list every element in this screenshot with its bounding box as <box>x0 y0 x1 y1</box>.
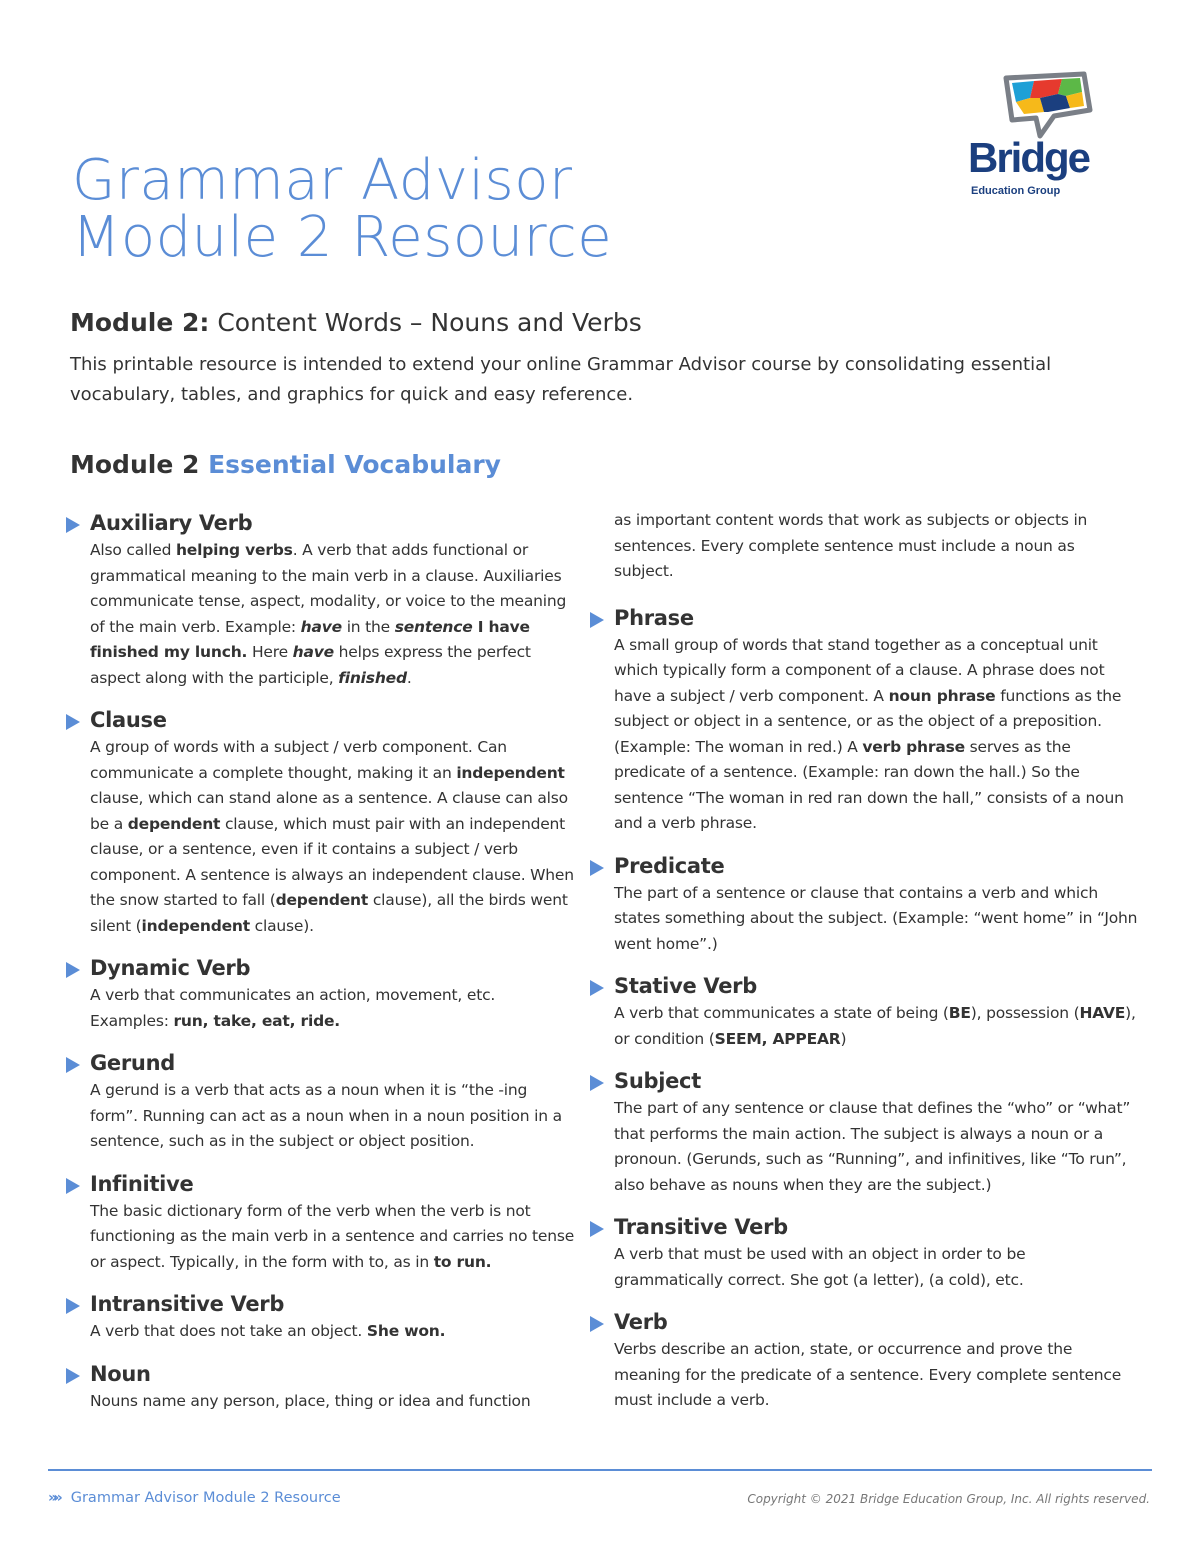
vocab-term: Auxiliary Verb <box>90 511 253 535</box>
definition-text: A small group of words that stand together as a conceptual unit which typically form a component of a clause. A phrase does not have a subject / verb component. A <box>614 635 1105 705</box>
logo-subtitle: Education Group <box>971 185 1061 197</box>
vocab-term: Intransitive Verb <box>90 1292 285 1316</box>
definition-emphasis: dependent <box>127 814 221 833</box>
definition-text: clause, which can stand alone as a sentence. A clause can also be a <box>90 789 568 833</box>
vocab-definition <box>614 633 1138 837</box>
definition-text: . <box>406 668 412 687</box>
vocab-term: Infinitive <box>90 1171 194 1196</box>
triangle-bullet-icon <box>590 1221 604 1237</box>
definition-emphasis: SEEM, APPEAR <box>714 1029 841 1048</box>
vocabulary-column-right <box>588 508 1138 1428</box>
vocab-entry-subject <box>588 1066 1138 1198</box>
speech-bubble-icon <box>966 70 1096 142</box>
vocabulary-heading-accent: Essential Vocabulary <box>208 450 501 479</box>
definition-text: Verbs describe an action, state, or occurrence and prove the meaning for the predicate of a sentence. Every complete sentence must include a verb. <box>614 1340 1122 1409</box>
vocab-term: Verb <box>614 1310 668 1334</box>
definition-text: functions as the subject or object in a sentence, or as the object of a preposition. (Example: The woman in red.) A <box>614 686 1122 756</box>
triangle-bullet-icon <box>66 1057 80 1073</box>
definition-text: The part of a sentence or clause that contains a verb and which states something about the subject. (Example: “went home” in “John went home”.) <box>614 883 1138 953</box>
vocab-definition <box>90 735 576 939</box>
logo-wordmark: Bridge <box>968 134 1090 181</box>
definition-emphasis: BE <box>948 1004 971 1022</box>
vocab-definition <box>90 1199 576 1276</box>
vocab-entry-noun <box>64 1359 576 1415</box>
footer-copyright: Copyright © 2021 Bridge Education Group, Inc. All rights reserved. <box>747 1492 1150 1506</box>
definition-text: A group of words with a subject / verb component. Can communicate a complete thought, making it an <box>90 738 507 782</box>
vocab-definition <box>614 1001 1138 1052</box>
vocab-entry-dynamic-verb <box>64 953 576 1034</box>
chevron-right-icon: »» <box>48 1490 59 1506</box>
vocab-definition <box>90 1319 576 1345</box>
definition-emphasis: She won. <box>366 1322 446 1340</box>
definition-text: The part of any sentence or clause that defines the “who” or “what” that performs the main action. The subject is always a noun or a pronoun. (Gerunds, such as “Running”, and infinitives, like “To run”, also behave as nouns when they are the subject.) <box>614 1099 1131 1194</box>
vocab-entry-intransitive-verb <box>64 1289 576 1345</box>
vocab-entry-transitive-verb <box>588 1212 1138 1293</box>
vocab-definition <box>90 983 576 1034</box>
vocabulary-heading-prefix: Module 2 <box>70 450 200 479</box>
definition-text: A gerund is a verb that acts as a noun when it is “the -ing form”. Running can act as a noun when in a noun position in a sentence, such as in the subject or object position. <box>90 1081 562 1150</box>
definition-emphasis: I have finished my lunch. <box>90 617 530 661</box>
bridge-logo <box>966 70 1136 200</box>
vocab-definition <box>90 538 576 691</box>
triangle-bullet-icon <box>66 962 80 978</box>
vocab-definition <box>90 1078 576 1155</box>
definition-text: ) <box>840 1029 847 1048</box>
vocab-term: Noun <box>90 1361 151 1386</box>
definition-text: A verb that does not take an object. <box>90 1322 367 1340</box>
definition-text: clause), all the birds went silent ( <box>90 891 568 935</box>
definition-text: A verb that communicates a state of being ( <box>614 1004 949 1022</box>
definition-emphasis: have <box>300 617 342 636</box>
definition-text: serves as the predicate of a sentence. (Example: ran down the hall.) So the sentence “The woman in red ran down the hall,” consists of a noun and a verb phrase. <box>614 737 1124 832</box>
definition-text: helps express the perfect aspect along with the participle, <box>90 643 531 687</box>
vocab-definition <box>614 881 1138 958</box>
module-heading <box>70 308 642 337</box>
vocab-term: Subject <box>614 1069 701 1093</box>
intro-paragraph: This printable resource is intended to extend your online Grammar Advisor course by consolidating essential vocabulary, tables, and graphics for quick and easy reference. <box>70 354 1052 405</box>
vocab-entry-phrase <box>588 603 1138 837</box>
triangle-bullet-icon <box>66 1178 80 1194</box>
definition-text: ), possession ( <box>970 1004 1080 1022</box>
definition-emphasis: run, take, eat, ride. <box>173 1011 340 1030</box>
definition-emphasis: verb phrase <box>862 737 965 756</box>
triangle-bullet-icon <box>590 860 604 876</box>
module-topic: Content Words – Nouns and Verbs <box>217 308 642 337</box>
definition-text: A verb that must be used with an object in order to be grammatically correct. She got (a letter), (a cold), etc. <box>614 1245 1026 1289</box>
triangle-bullet-icon <box>590 1075 604 1091</box>
vocab-definition <box>614 1337 1138 1414</box>
vocab-term: Gerund <box>90 1051 175 1075</box>
vocab-entry-stative-verb <box>588 971 1138 1052</box>
definition-emphasis: have <box>292 643 334 661</box>
vocab-definition <box>90 1389 576 1415</box>
definition-emphasis: helping verbs <box>175 541 293 559</box>
vocab-entry-predicate <box>588 851 1138 958</box>
vocab-term: Transitive Verb <box>614 1215 788 1239</box>
definition-text: ), or condition ( <box>614 1004 1136 1048</box>
triangle-bullet-icon <box>66 1298 80 1314</box>
vocab-definition <box>614 1242 1138 1293</box>
vocab-term: Phrase <box>614 605 694 630</box>
triangle-bullet-icon <box>590 980 604 996</box>
triangle-bullet-icon <box>590 612 604 628</box>
footer-divider <box>48 1469 1152 1471</box>
vocab-term: Predicate <box>614 853 725 878</box>
vocabulary-column-left <box>64 508 576 1428</box>
footer-title <box>48 1490 341 1506</box>
vocab-definition <box>614 1096 1138 1198</box>
definition-text: Also called <box>90 541 176 559</box>
definition-text: in the <box>341 617 395 636</box>
vocab-term: Stative Verb <box>614 974 757 998</box>
vocab-entry-infinitive <box>64 1169 576 1276</box>
vocab-term: Dynamic Verb <box>90 956 251 980</box>
title-line-1: Grammar Advisor <box>72 148 573 213</box>
vocab-entry-gerund <box>64 1048 576 1155</box>
vocabulary-heading <box>70 450 501 479</box>
triangle-bullet-icon <box>66 714 80 730</box>
footer-label: Grammar Advisor Module 2 Resource <box>70 1490 341 1506</box>
vocab-entry-clause <box>64 705 576 939</box>
definition-emphasis: HAVE <box>1079 1004 1126 1022</box>
definition-text: Here <box>247 643 293 661</box>
triangle-bullet-icon <box>66 1368 80 1384</box>
page-title <box>72 148 613 270</box>
triangle-bullet-icon <box>66 517 80 533</box>
definition-text: clause, which must pair with an independent clause, or a sentence, even if it contains a subject / verb component. A sentence is always an independent clause. When the snow started to fall ( <box>90 814 574 909</box>
vocab-term: Clause <box>90 708 167 732</box>
definition-emphasis: noun phrase <box>888 686 996 705</box>
definition-continuation: as important content words that work as subjects or objects in sentences. Every complete sentence must include a noun as subject. <box>614 511 1088 580</box>
definition-emphasis: independent <box>141 916 250 935</box>
definition-text: A verb that communicates an action, movement, etc. Examples: <box>90 986 496 1030</box>
definition-emphasis: sentence <box>394 617 473 636</box>
definition-text: . A verb that adds functional or grammatical meaning to the main verb in a clause. Auxiliaries communicate tense, aspect, modality, or voice to the meaning of the main verb. Example: <box>90 541 567 636</box>
definition-text: clause). <box>249 916 314 935</box>
definition-text: Nouns name any person, place, thing or idea and function <box>90 1391 531 1410</box>
definition-emphasis: dependent <box>275 891 369 909</box>
title-line-2: Module 2 Resource <box>72 205 613 270</box>
definition-emphasis: finished <box>338 668 407 687</box>
definition-text: The basic dictionary form of the verb when the verb is not functioning as the main verb in a sentence and carries no tense or aspect. Typically, in the form with to, as in <box>90 1201 575 1271</box>
definition-emphasis: to run. <box>433 1252 492 1271</box>
definition-emphasis: independent <box>456 763 565 782</box>
vocab-entry-auxiliary-verb <box>64 508 576 691</box>
vocab-entry-verb <box>588 1307 1138 1414</box>
triangle-bullet-icon <box>590 1316 604 1332</box>
module-label: Module 2: <box>70 308 210 337</box>
